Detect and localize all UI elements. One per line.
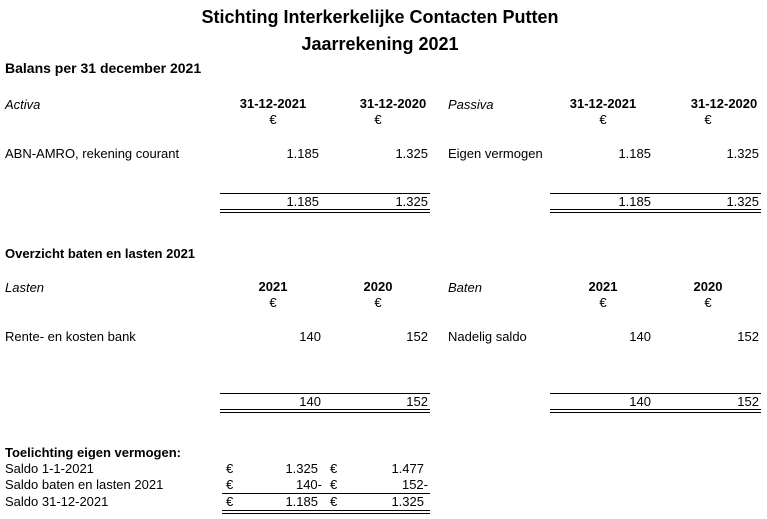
lasten-row-label: Rente- en kosten bank <box>5 329 136 344</box>
baten-total-top-line <box>550 393 761 394</box>
activa-label: Activa <box>5 97 41 112</box>
baten-col1-header: 2021 <box>588 279 618 294</box>
passiva-total-double-line <box>550 212 761 213</box>
lasten-total-v1: 140 <box>299 394 321 409</box>
passiva-label: Passiva <box>448 97 494 112</box>
activa-total-v2: 1.325 <box>395 194 428 209</box>
baten-label: Baten <box>448 280 482 295</box>
baten-total-v2: 152 <box>737 394 759 409</box>
activa-total-v1: 1.185 <box>286 194 319 209</box>
toelichting-row-currency2: € <box>330 494 338 509</box>
activa-total-double-line <box>220 212 430 213</box>
baten-total-v1: 140 <box>629 394 651 409</box>
activa-row-v1: 1.185 <box>286 146 319 161</box>
toelichting-row-v2: 1.477 <box>391 461 424 476</box>
overzicht-heading: Overzicht baten en lasten 2021 <box>5 246 196 261</box>
toelichting-row-v1: 1.325 <box>285 461 318 476</box>
passiva-row-v2: 1.325 <box>726 146 759 161</box>
lasten-col1-header: 2021 <box>258 279 288 294</box>
toelichting-row-label: Saldo 1-1-2021 <box>5 461 94 476</box>
baten-total-bottom-line <box>550 409 761 410</box>
lasten-label: Lasten <box>5 280 45 295</box>
balans-heading: Balans per 31 december 2021 <box>5 60 202 76</box>
baten-col2-currency: € <box>704 295 712 310</box>
lasten-col2-header: 2020 <box>363 279 393 294</box>
baten-row-v2: 152 <box>737 329 759 344</box>
toelichting-heading: Toelichting eigen vermogen: <box>5 445 182 460</box>
activa-col1-header: 31-12-2021 <box>239 96 307 111</box>
toelichting-row-v1: 140- <box>295 477 322 492</box>
toelichting-row-v2: 152- <box>401 477 428 492</box>
passiva-col1-header: 31-12-2021 <box>569 96 637 111</box>
baten-col2-header: 2020 <box>693 279 723 294</box>
toelichting-row-v2: 1.325 <box>391 494 424 509</box>
activa-row-label: ABN-AMRO, rekening courant <box>5 146 180 161</box>
baten-total-double-line <box>550 412 761 413</box>
activa-total-bottom-line <box>220 209 430 210</box>
document-title: Stichting Interkerkelijke Contacten Putten <box>201 7 559 27</box>
toelichting-row-currency1: € <box>226 461 234 476</box>
toelichting-row-label: Saldo baten en lasten 2021 <box>5 477 164 492</box>
passiva-col1-currency: € <box>599 112 607 127</box>
baten-col1-currency: € <box>599 295 607 310</box>
baten-row-v1: 140 <box>629 329 651 344</box>
passiva-total-v1: 1.185 <box>618 194 651 209</box>
lasten-row-v2: 152 <box>406 329 428 344</box>
passiva-row-v1: 1.185 <box>618 146 651 161</box>
passiva-col2-header: 31-12-2020 <box>690 96 758 111</box>
passiva-col2-currency: € <box>704 112 712 127</box>
activa-col2-header: 31-12-2020 <box>359 96 427 111</box>
document-subtitle: Jaarrekening 2021 <box>301 34 459 54</box>
activa-col1-currency: € <box>269 112 277 127</box>
passiva-total-v2: 1.325 <box>726 194 759 209</box>
activa-col2-currency: € <box>374 112 382 127</box>
passiva-total-bottom-line <box>550 209 761 210</box>
lasten-row-v1: 140 <box>299 329 321 344</box>
lasten-col1-currency: € <box>269 295 277 310</box>
lasten-total-v2: 152 <box>406 394 428 409</box>
toelichting-row-label: Saldo 31-12-2021 <box>5 494 109 509</box>
toelichting-row-currency2: € <box>330 477 338 492</box>
toelichting-row-v1: 1.185 <box>285 494 318 509</box>
baten-row-label: Nadelig saldo <box>448 329 527 344</box>
activa-row-v2: 1.325 <box>395 146 428 161</box>
passiva-row-label: Eigen vermogen <box>448 146 543 161</box>
toelichting-row-currency1: € <box>226 477 234 492</box>
lasten-total-double-line <box>220 412 430 413</box>
toelichting-total-bottom-line <box>222 510 430 511</box>
lasten-col2-currency: € <box>374 295 382 310</box>
lasten-total-bottom-line <box>220 409 430 410</box>
toelichting-row-currency1: € <box>226 494 234 509</box>
lasten-total-top-line <box>220 393 430 394</box>
toelichting-total-double-line <box>222 513 430 514</box>
toelichting-row-currency2: € <box>330 461 338 476</box>
